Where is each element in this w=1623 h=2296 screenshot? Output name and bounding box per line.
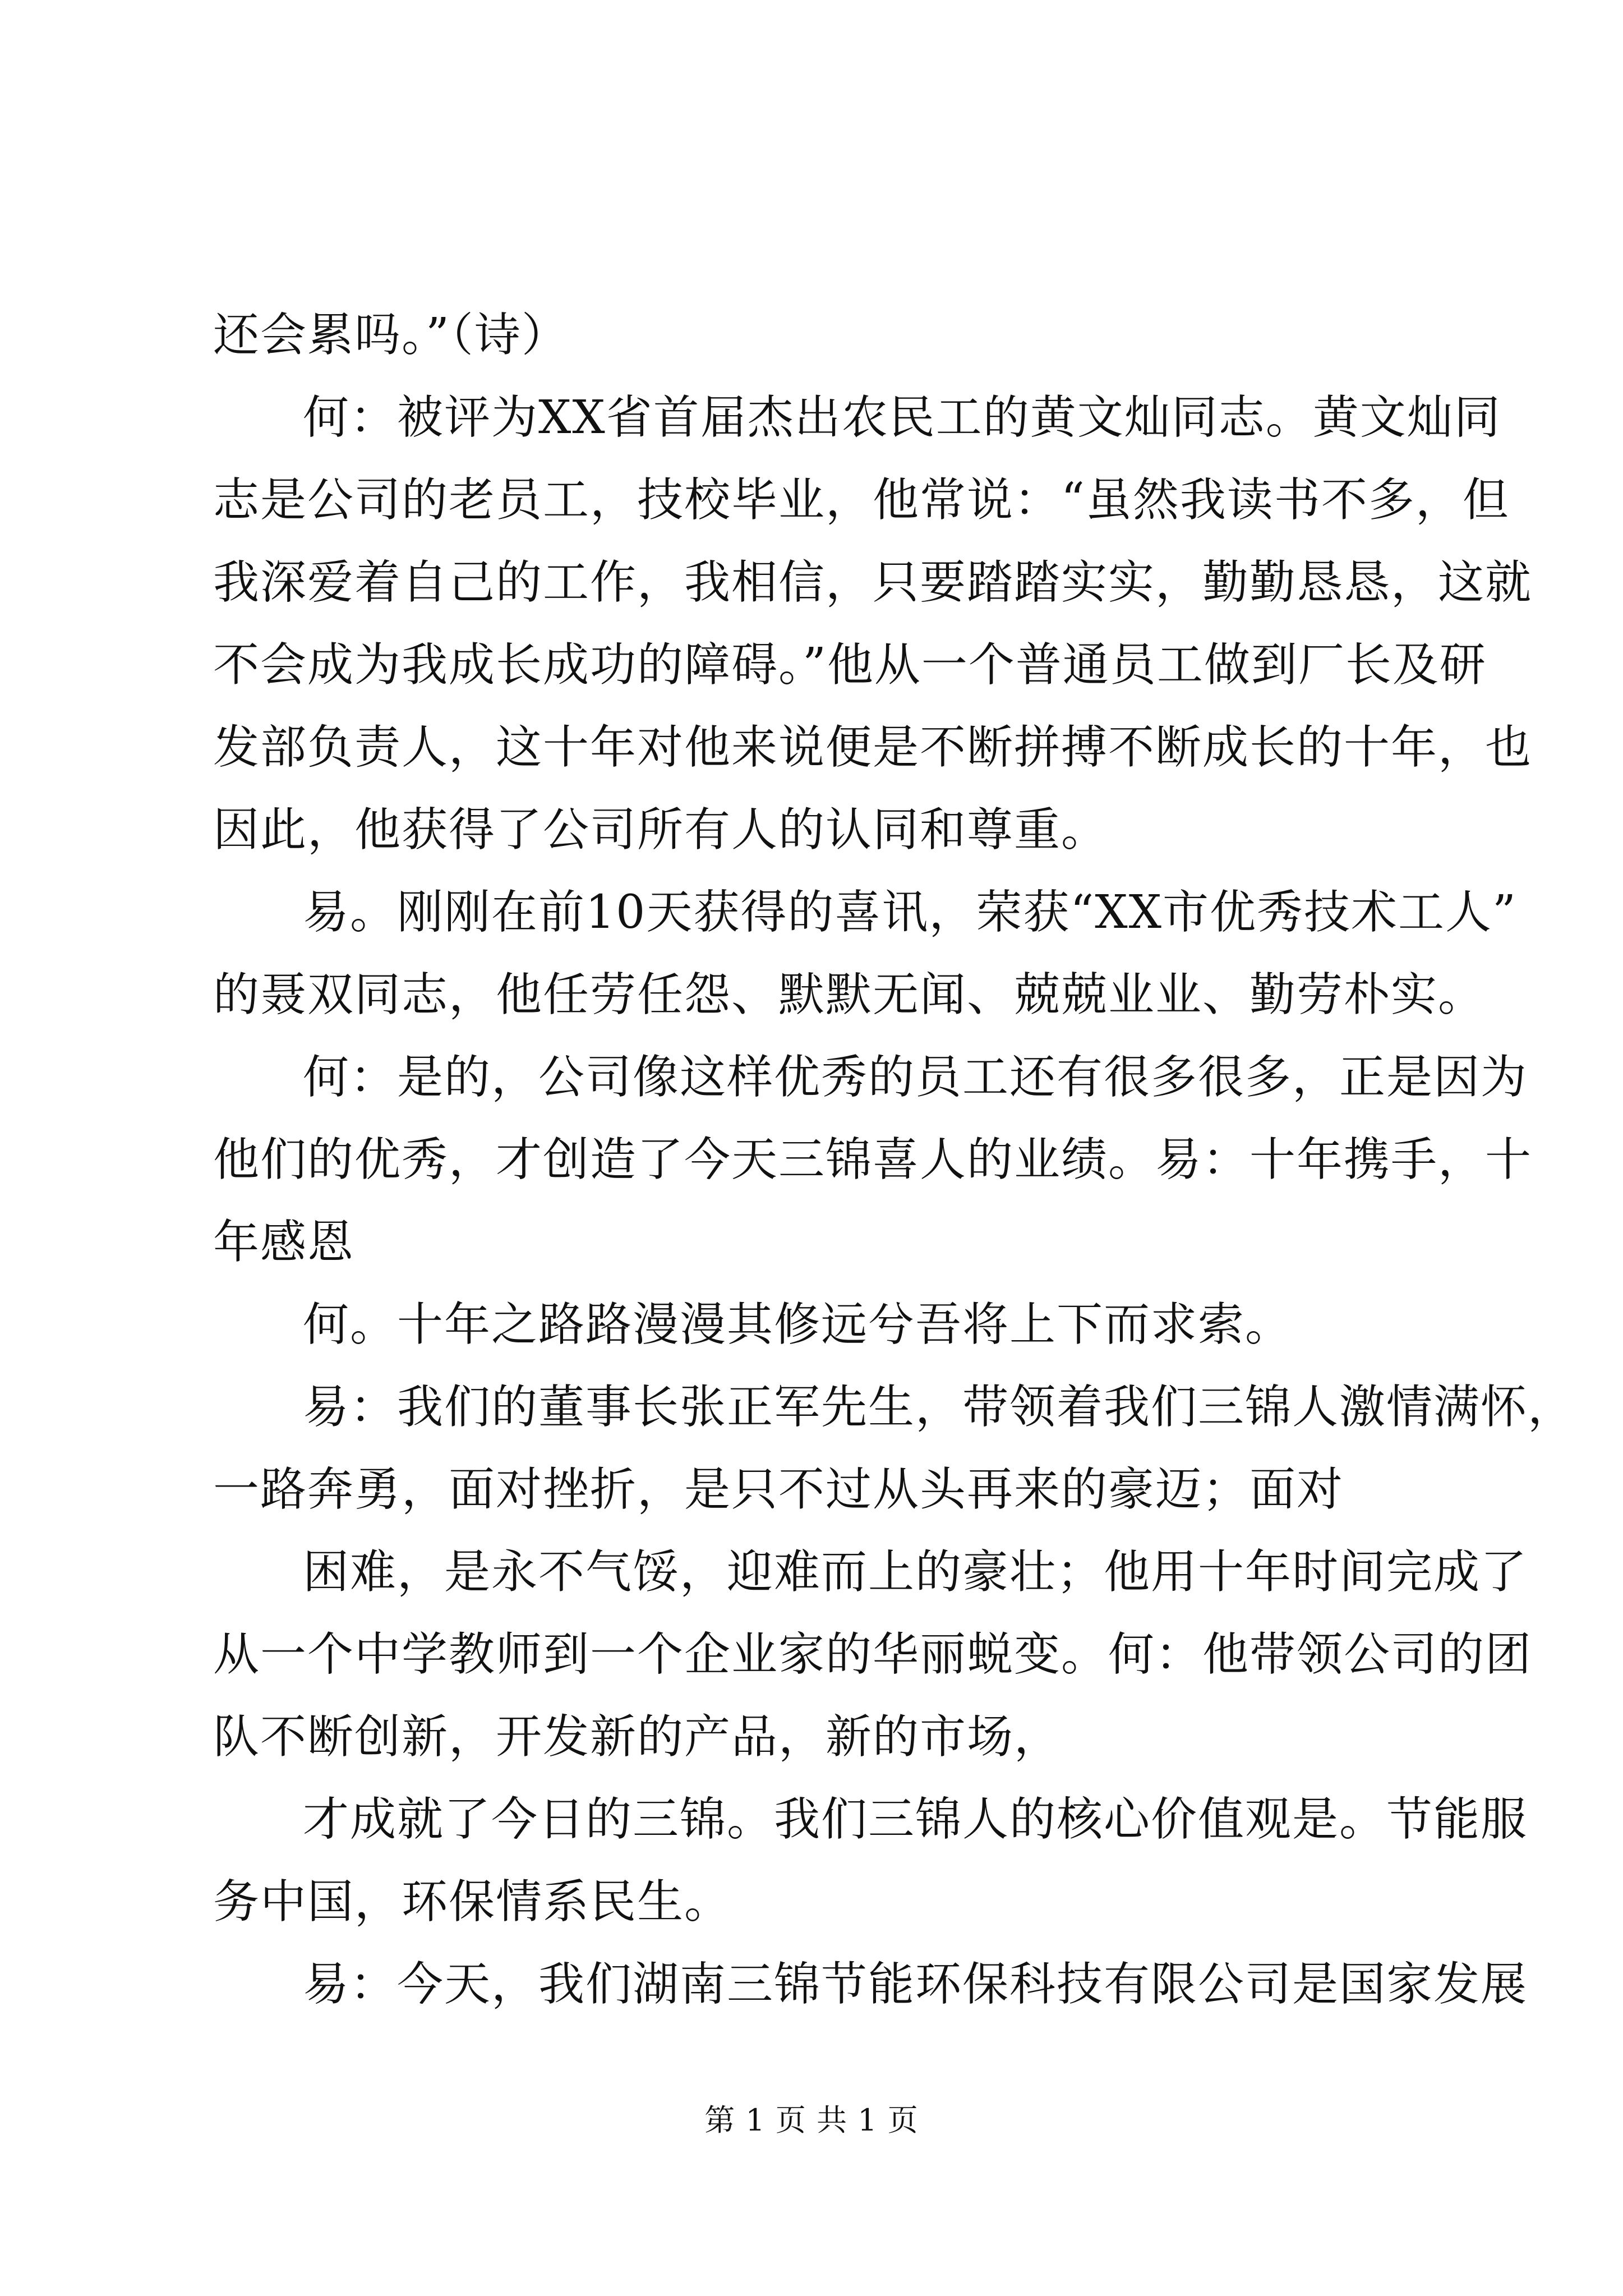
text-line: 我深爱着自己的工作，我相信，只要踏踏实实，勤勤恳恳，这就 [213, 556, 1533, 609]
text-line: 因此，他获得了公司所有人的认同和尊重。 [213, 803, 1109, 857]
page-footer: 第 1 页 共 1 页 [704, 2102, 919, 2138]
text-line: 不会成为我成长成功的障碍。”他从一个普通员工做到厂长及研 [213, 638, 1487, 692]
text-line: 何：被评为XX省首届杰出农民工的黄文灿同志。黄文灿同 [303, 391, 1501, 444]
text-line: 发部负责人，这十年对他来说便是不断拼搏不断成长的十年，也 [213, 721, 1533, 774]
text-line: 一路奔勇，面对挫折，是只不过从头再来的豪迈；面对 [213, 1463, 1344, 1516]
text-line: 易。刚刚在前10天获得的喜讯，荣获“XX市优秀技术工人” [303, 886, 1517, 939]
text-line: 何：是的，公司像这样优秀的员工还有很多很多，正是因为 [303, 1051, 1528, 1104]
text-line: 年感恩 [213, 1216, 355, 1269]
text-line: 队不断创新，开发新的产品，新的市场， [213, 1710, 1062, 1764]
text-line: 何。十年之路路漫漫其修远兮吾将上下而求索。 [303, 1298, 1293, 1351]
text-line: 困难，是永不气馁，迎难而上的豪壮；他用十年时间完成了 [303, 1545, 1528, 1599]
text-line: 易：我们的董事长张正军先生，带领着我们三锦人激情满怀， [303, 1381, 1575, 1434]
text-line: 他们的优秀，才创造了今天三锦喜人的业绩。易：十年携手，十 [213, 1133, 1533, 1186]
text-line: 的聂双同志，他任劳任怨、默默无闻、兢兢业业、勤劳朴实。 [213, 968, 1486, 1022]
text-line: 志是公司的老员工，技校毕业，他常说：“虽然我读书不多，但 [213, 473, 1510, 527]
text-line: 易：今天，我们湖南三锦节能环保科技有限公司是国家发展 [303, 1958, 1528, 2011]
text-line: 还会累吗。”（诗） [213, 309, 569, 362]
text-line: 才成就了今日的三锦。我们三锦人的核心价值观是。节能服 [303, 1793, 1528, 1846]
text-line: 务中国，环保情系民生。 [213, 1875, 732, 1929]
text-line: 从一个中学教师到一个企业家的华丽蜕变。何：他带领公司的团 [213, 1628, 1533, 1681]
